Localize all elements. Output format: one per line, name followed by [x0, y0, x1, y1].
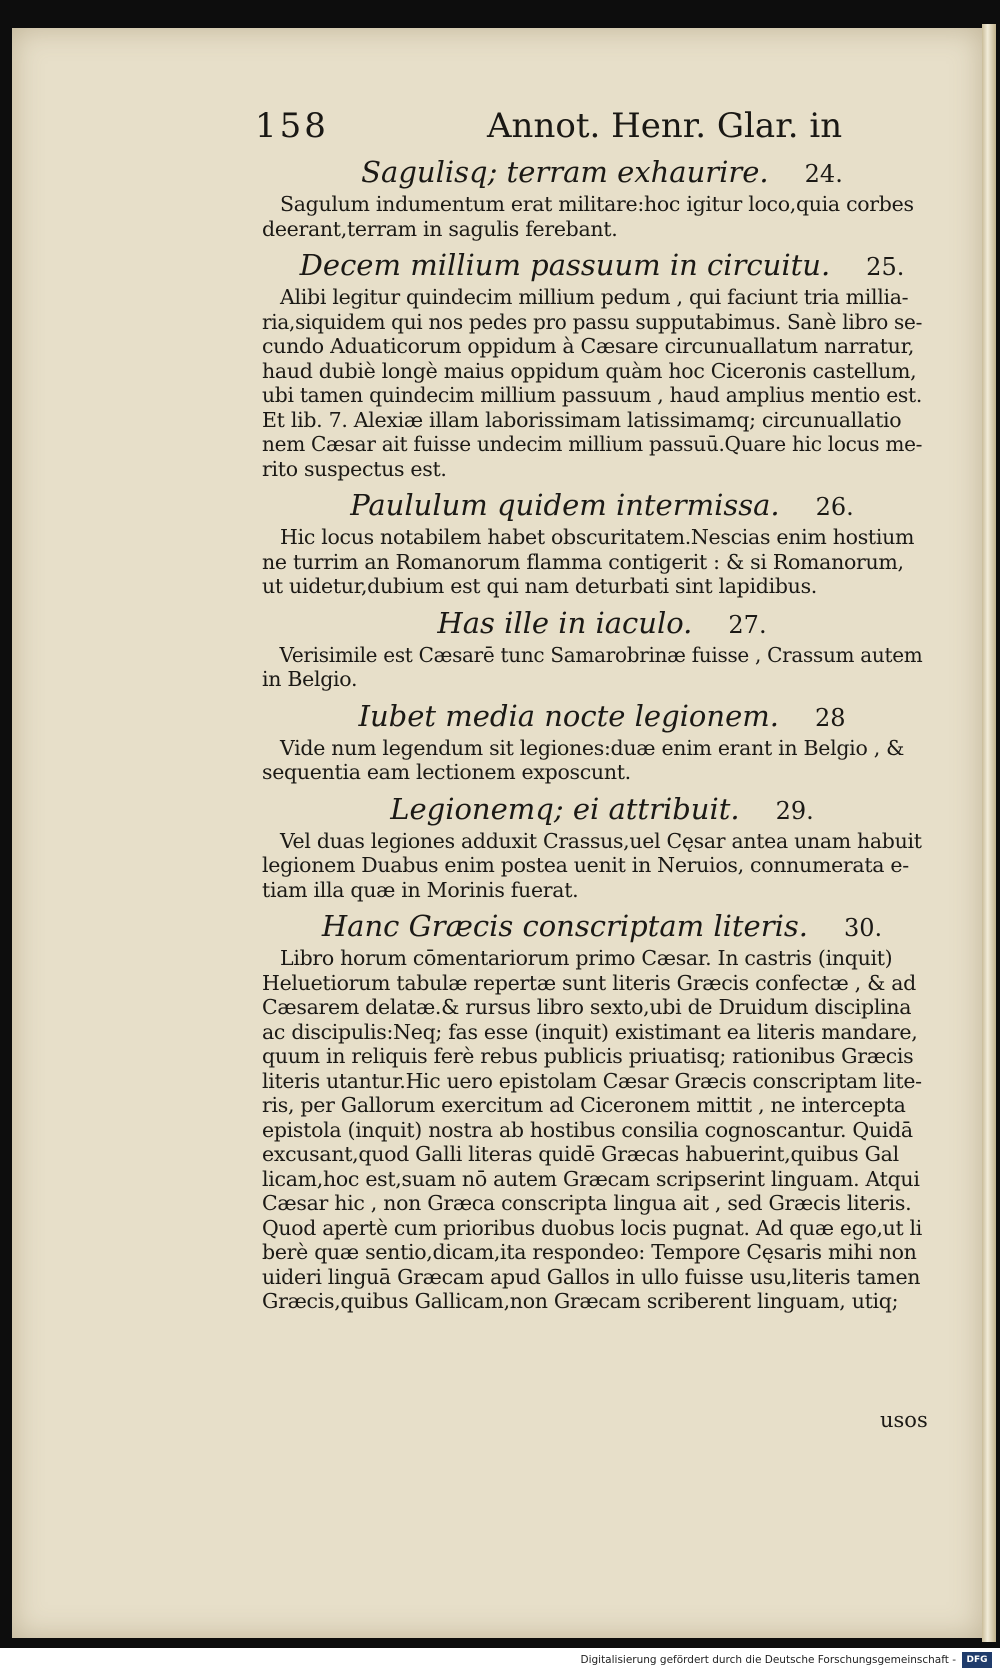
text-line: Hic locus notabilem habet obscuritatem.Nescias enim hostium — [280, 525, 915, 549]
text-line: Vel duas legiones adduxit Crassus,uel Cęsar antea unam habuit — [279, 828, 922, 853]
text-line: Alibi legitur quindecim millium pedum , qui faciunt tria millia- — [280, 285, 909, 309]
text-line: tiam illa quæ in Morinis fuerat. — [262, 877, 579, 902]
text-line: Vide num legendum sit legiones:duæ enim erant in Belgio , & — [280, 735, 905, 760]
note-number: 27. — [728, 610, 767, 639]
note-number: 30. — [843, 914, 883, 942]
lemma-heading — [262, 789, 942, 829]
lemma-text: Iubet media nocte legionem. — [358, 698, 779, 733]
note-number: 26. — [815, 493, 854, 521]
annotation-paragraph — [262, 192, 942, 241]
text-line: Et lib. 7. Alexiæ illam laborissimam latissimamq; circunuallatio — [262, 407, 902, 432]
lemma-text: Sagulisq; terram exhaurire. — [361, 155, 769, 189]
note-number: 28 — [814, 703, 846, 732]
annotation-paragraph — [262, 829, 942, 903]
text-line: haud dubiè longè maius oppidum quàm hoc Ciceronis castellum, — [262, 358, 917, 383]
text-line: literis utantur.Hic uero epistolam Cæsar Græcis conscriptam lite- — [262, 1068, 922, 1093]
lemma-text: Has ille in iaculo. — [437, 605, 693, 640]
note-number: 29. — [775, 796, 814, 825]
text-line: licam,hoc est,suam nō autem Græcam scripserint linguam. Atqui — [262, 1166, 920, 1191]
text-line: berè quæ sentio,dicam,ita respondeo: Tempore Cęsaris mihi non — [262, 1240, 917, 1264]
lemma-heading — [262, 906, 942, 946]
text-line: ubi tamen quindecim millium passuum , haud amplius mentio est. — [262, 383, 923, 407]
text-line: cundo Aduaticorum oppidum à Cæsare circunuallatum narratur, — [262, 334, 915, 358]
note-number: 24. — [804, 160, 843, 188]
lemma-heading — [262, 152, 942, 192]
text-line: ris, per Gallorum exercitum ad Ciceronem mittit , ne intercepta — [262, 1093, 906, 1117]
lemma-heading — [262, 603, 942, 643]
text-line: excusant,quod Galli literas quidē Græcas habuerint,quibus Gal — [262, 1142, 899, 1166]
page-header — [255, 106, 845, 150]
lemma-heading — [262, 245, 942, 285]
text-line: Cæsar hic , non Græca conscripta lingua ait , sed Græcis literis. — [262, 1191, 912, 1215]
page-body — [262, 152, 942, 1318]
lemma-heading — [262, 696, 942, 736]
text-line: sequentia eam lectionem exposcunt. — [262, 760, 631, 784]
text-line: nem Cæsar ait fuisse undecim millium passuū.Quare hic locus me- — [262, 432, 923, 456]
lemma-text: Decem millium passuum in circuitu. — [299, 248, 831, 282]
annotation-paragraph — [262, 643, 942, 692]
text-line: in Belgio. — [262, 667, 358, 691]
running-title: Annot. Henr. Glar. in — [487, 106, 843, 146]
note-number: 25. — [866, 253, 905, 281]
annotation-paragraph — [262, 946, 942, 1314]
text-line: quum in reliquis ferè rebus publicis priuatisq; rationibus Græcis — [262, 1044, 914, 1068]
text-line: Libro horum cōmentariorum primo Cæsar. In castris (inquit) — [280, 946, 893, 970]
text-line: Græcis,quibus Gallicam,non Græcam scriberent linguam, utiq; — [262, 1289, 899, 1313]
text-line: Sagulum indumentum erat militare:hoc igitur loco,quia corbes — [280, 192, 914, 216]
text-line: Cæsarem delatæ.& rursus libro sexto,ubi de Druidum disciplina — [262, 995, 912, 1019]
digitization-footer — [0, 1648, 1000, 1676]
text-line: legionem Duabus enim postea uenit in Neruios, connumerata e- — [262, 853, 909, 877]
annotation-paragraph — [262, 736, 942, 785]
text-line: ac discipulis:Neq; fas esse (inquit) existimant ea literis mandare, — [262, 1019, 918, 1044]
text-line: rito suspectus est. — [262, 456, 447, 481]
text-line: epistola (inquit) nostra ab hostibus consilia cognoscantur. Quidā — [262, 1117, 913, 1142]
footer-credit: Digitalisierung gefördert durch die Deutsche Forschungsgemeinschaft - — [580, 1654, 956, 1666]
lemma-heading — [262, 485, 942, 525]
text-line: ria,siquidem qui nos pedes pro passu supputabimus. Sanè libro se- — [262, 309, 923, 334]
text-line: Verisimile est Cæsarē tunc Samarobrinæ fuisse , Crassum autem — [279, 642, 923, 667]
lemma-text: Paululum quidem intermissa. — [350, 488, 780, 522]
catchword: usos — [880, 1408, 928, 1432]
annotation-paragraph — [262, 285, 942, 481]
annotation-paragraph — [262, 525, 942, 599]
lemma-text: Hanc Græcis conscriptam literis. — [321, 909, 808, 943]
text-line: ne turrim an Romanorum flamma contigerit : & si Romanorum, — [262, 549, 904, 574]
text-line: Quod apertè cum prioribus duobus locis pugnat. Ad quæ ego,ut li — [262, 1215, 923, 1240]
page-edge — [982, 24, 996, 1642]
text-line: deerant,terram in sagulis ferebant. — [262, 216, 618, 241]
lemma-text: Legionemq; ei attribuit. — [390, 791, 740, 826]
text-line: uideri linguā Græcam apud Gallos in ullo fuisse usu,literis tamen — [262, 1264, 921, 1289]
text-line: ut uidetur,dubium est qui nam deturbati sint lapidibus. — [262, 574, 818, 598]
text-line: Heluetiorum tabulæ repertæ sunt literis Græcis confectæ , & ad — [262, 970, 916, 995]
page-number: 158 — [255, 106, 329, 146]
dfg-logo: DFG — [962, 1652, 992, 1668]
